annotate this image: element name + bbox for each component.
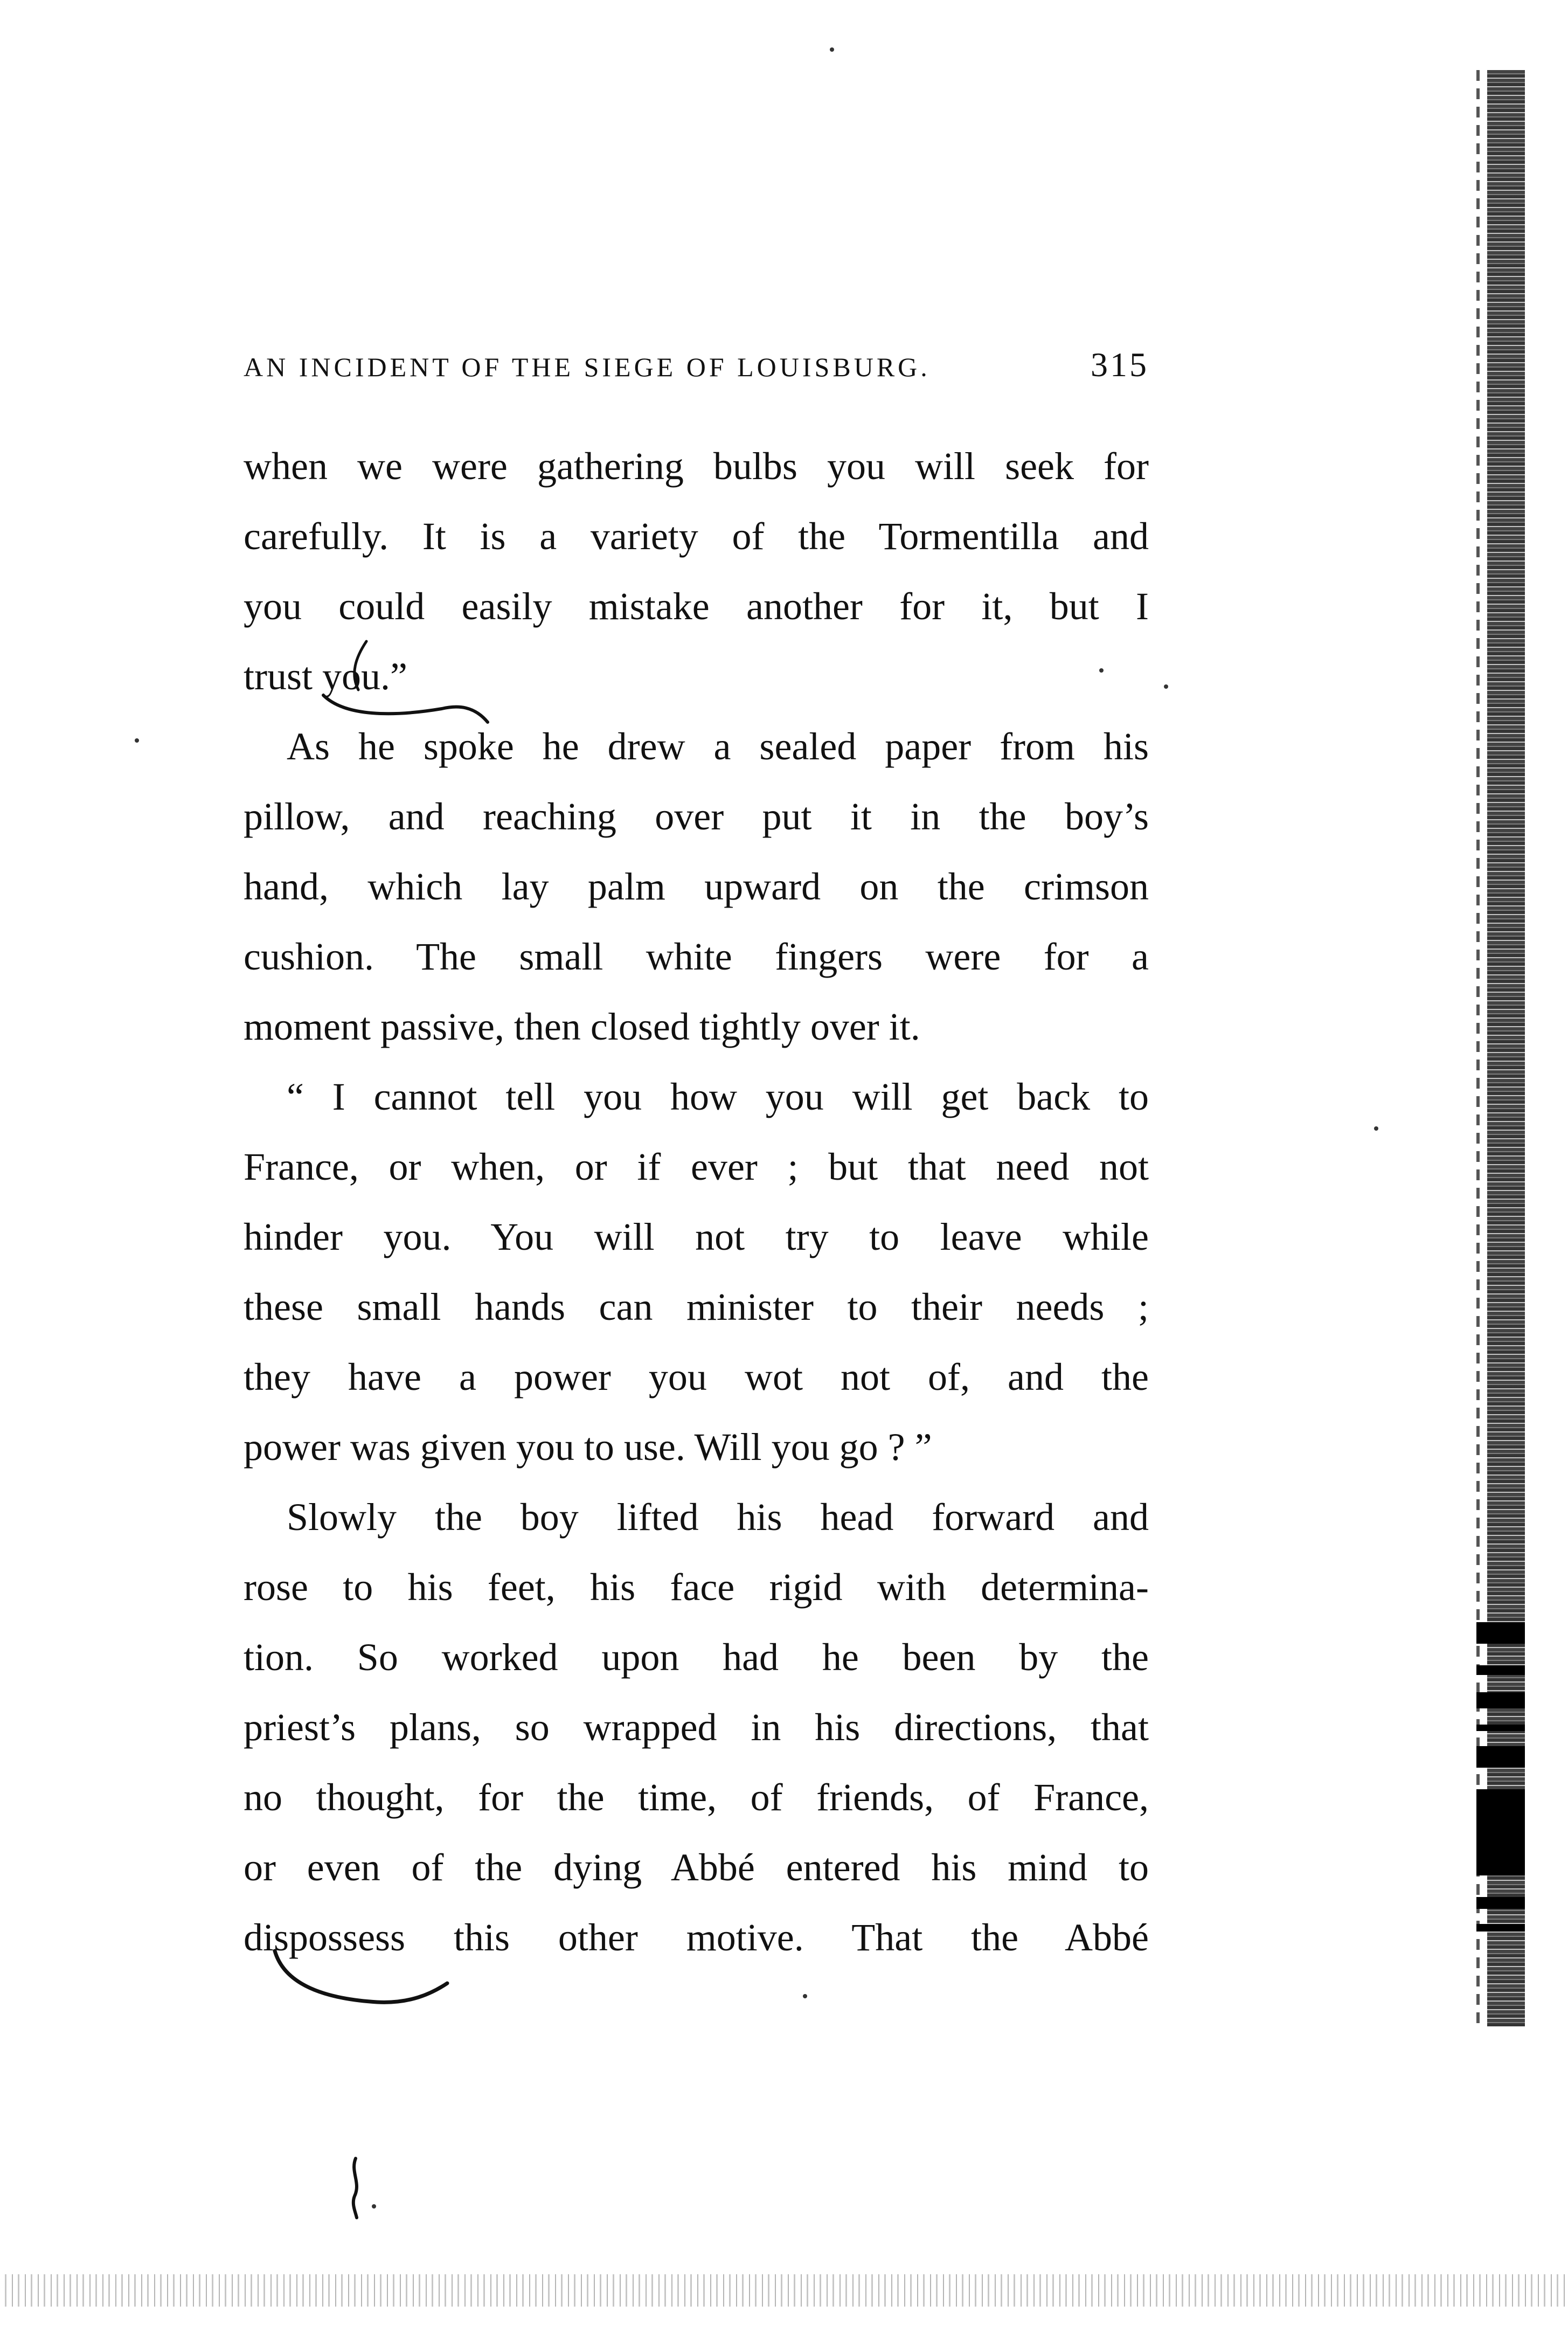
text-line: or even of the dying Abbé entered his mind to	[244, 1846, 1149, 1889]
text-line: rose to his feet, his face rigid with determina-	[244, 1566, 1149, 1609]
scan-noise-strip	[0, 2274, 1568, 2307]
ink-speck	[1164, 684, 1168, 689]
page-number: 315	[1091, 345, 1149, 384]
text-line: you could easily mistake another for it, but I	[244, 585, 1149, 628]
text-line: Slowly the boy lifted his head forward and	[287, 1496, 1149, 1539]
text-line: when we were gathering bulbs you will seek for	[244, 445, 1149, 488]
text-line: hand, which lay palm upward on the crimson	[244, 865, 1149, 908]
text-line: France, or when, or if ever ; but that need not	[244, 1145, 1149, 1188]
ink-speck	[372, 2204, 376, 2209]
pencil-tick-mark	[339, 2156, 372, 2220]
text-line: pillow, and reaching over put it in the boy’s	[244, 795, 1149, 838]
text-line: they have a power you wot not of, and the	[244, 1355, 1149, 1399]
text-line: moment passive, then closed tightly over it.	[244, 1005, 920, 1048]
text-line: trust you.”	[244, 655, 407, 698]
text-line: these small hands can minister to their needs ;	[244, 1285, 1149, 1328]
text-line: power was given you to use. Will you go ? ”	[244, 1425, 932, 1469]
running-head	[244, 345, 1149, 399]
text-line: tion. So worked upon had he been by the	[244, 1636, 1149, 1679]
pencil-underline-mark	[269, 1940, 463, 2026]
text-line: “ I cannot tell you how you will get back to	[287, 1075, 1149, 1118]
text-line: hinder you. You will not try to leave while	[244, 1215, 1149, 1258]
ink-speck	[830, 47, 834, 52]
page-edge-marks	[1476, 1617, 1530, 1962]
text-line: cushion. The small white fingers were for a	[244, 935, 1149, 978]
ink-speck	[135, 738, 139, 743]
text-line: carefully. It is a variety of the Tormentilla and	[244, 515, 1149, 558]
running-title: AN INCIDENT OF THE SIEGE OF LOUISBURG.	[244, 352, 931, 382]
ink-speck	[1099, 668, 1104, 673]
text-line: As he spoke he drew a sealed paper from his	[287, 725, 1149, 768]
text-line: no thought, for the time, of friends, of France,	[244, 1776, 1149, 1819]
text-line: dispossess this other motive. That the Abbé	[244, 1916, 1149, 1959]
ink-speck	[1374, 1126, 1378, 1131]
ink-speck	[803, 1994, 807, 1998]
pencil-swirl-mark	[302, 636, 528, 744]
text-line: priest’s plans, so wrapped in his directions, that	[244, 1706, 1149, 1749]
